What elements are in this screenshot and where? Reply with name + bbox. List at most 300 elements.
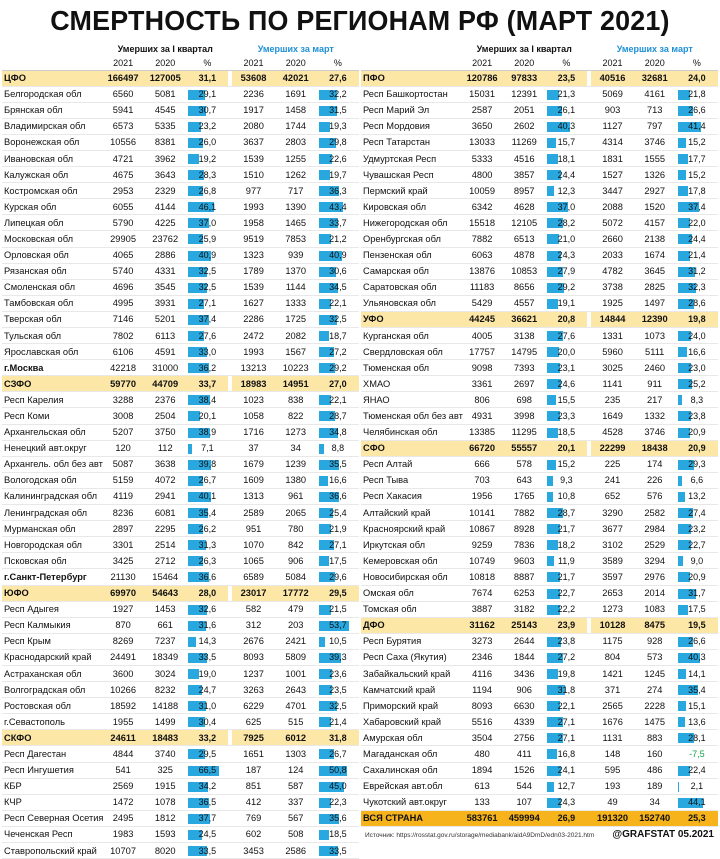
q1-2021: 8093 bbox=[461, 698, 503, 714]
q1-2020: 55557 bbox=[503, 440, 545, 456]
q1-2021: 4995 bbox=[102, 295, 144, 311]
pct-cell bbox=[317, 118, 359, 134]
pct-cell bbox=[317, 86, 359, 102]
march-2021: 3290 bbox=[591, 505, 633, 521]
march-2021: 3589 bbox=[591, 553, 633, 569]
march-2020: 152740 bbox=[634, 810, 676, 826]
q1-2020: 2756 bbox=[503, 730, 545, 746]
pct-value: 40,3 bbox=[557, 121, 576, 132]
q1-2021: 666 bbox=[461, 456, 503, 472]
page-title: СМЕРТНОСТЬ ПО РЕГИОНАМ РФ (МАРТ 2021) bbox=[50, 5, 670, 36]
pct-value: 18,1 bbox=[557, 153, 576, 164]
q1-2021: 11183 bbox=[461, 279, 503, 295]
table-row bbox=[2, 102, 359, 118]
table-row bbox=[2, 714, 359, 730]
march-2020: 2927 bbox=[634, 183, 676, 199]
table-row bbox=[361, 408, 718, 424]
region-name: Еврейская авт.обл bbox=[361, 778, 461, 794]
pct-value: 12,7 bbox=[557, 781, 576, 792]
q1-2020: 6253 bbox=[503, 585, 545, 601]
pct-cell bbox=[317, 424, 359, 440]
region-name: г.Москва bbox=[2, 360, 102, 376]
pct-cell bbox=[186, 762, 228, 778]
pct-cell bbox=[545, 601, 587, 617]
region-name: КЧР bbox=[2, 794, 102, 810]
pct-value: 12,3 bbox=[557, 185, 576, 196]
q1-2021: 541 bbox=[102, 762, 144, 778]
march-2021: 6589 bbox=[232, 569, 274, 585]
region-name: Калининградская обл bbox=[2, 488, 102, 504]
table-row bbox=[361, 102, 718, 118]
pct-value: 18,2 bbox=[557, 539, 576, 550]
march-2020: 1380 bbox=[275, 472, 317, 488]
region-name: Респ Карелия bbox=[2, 392, 102, 408]
pct-value: 27,6 bbox=[557, 330, 576, 341]
pct-cell bbox=[545, 617, 587, 633]
march-2021: 1273 bbox=[591, 601, 633, 617]
march-2020: 124 bbox=[275, 762, 317, 778]
pct-value: 19,3 bbox=[329, 121, 347, 132]
march-2020: 1744 bbox=[275, 118, 317, 134]
pct-cell bbox=[676, 199, 718, 215]
march-2020: 911 bbox=[634, 376, 676, 392]
table-row bbox=[2, 553, 359, 569]
pct-value: 37,4 bbox=[198, 314, 217, 325]
pct-cell bbox=[317, 247, 359, 263]
region-name: Респ Бурятия bbox=[361, 633, 461, 649]
pct-bar bbox=[547, 347, 558, 357]
pct-cell bbox=[545, 279, 587, 295]
table-row bbox=[361, 778, 718, 794]
pct-cell bbox=[676, 537, 718, 553]
pct-cell bbox=[545, 263, 587, 279]
pct-value: 32,6 bbox=[198, 604, 217, 615]
march-2020: 174 bbox=[634, 456, 676, 472]
pct-value: 40,3 bbox=[688, 652, 706, 663]
pct-value: 19,8 bbox=[557, 668, 576, 679]
pct-value: 15,1 bbox=[688, 700, 706, 711]
pct-cell bbox=[317, 505, 359, 521]
table-row bbox=[2, 344, 359, 360]
march-2020: 32681 bbox=[634, 70, 676, 86]
pct-value: 26,6 bbox=[688, 636, 706, 647]
pct-value: 26,6 bbox=[688, 105, 706, 116]
q1-2021: 2587 bbox=[461, 102, 503, 118]
q1-2020: 7882 bbox=[503, 505, 545, 521]
q1-2020: 3638 bbox=[144, 456, 186, 472]
pct-value: 22,4 bbox=[688, 765, 706, 776]
pct-value: 27,1 bbox=[198, 298, 217, 309]
pct-cell bbox=[676, 328, 718, 344]
q1-2020: 3138 bbox=[503, 328, 545, 344]
pct-cell bbox=[545, 698, 587, 714]
q1-2021: 5207 bbox=[102, 424, 144, 440]
table-row bbox=[361, 263, 718, 279]
march-2020: 842 bbox=[275, 537, 317, 553]
table-row bbox=[2, 424, 359, 440]
march-2020: 1458 bbox=[275, 102, 317, 118]
q1-2020: 18483 bbox=[144, 730, 186, 746]
pct-bar bbox=[547, 154, 557, 164]
region-name: Удмуртская Респ bbox=[361, 150, 461, 166]
march-2020: 274 bbox=[634, 682, 676, 698]
table-row bbox=[361, 698, 718, 714]
region-name: Ярославская обл bbox=[2, 344, 102, 360]
region-name: Красноярский край bbox=[361, 521, 461, 537]
header-march: Умерших за март bbox=[616, 44, 693, 54]
q1-2020: 2886 bbox=[144, 247, 186, 263]
pct-cell bbox=[317, 714, 359, 730]
pct-value: 24,0 bbox=[688, 73, 706, 84]
march-2020: 3746 bbox=[634, 424, 676, 440]
pct-value: 15,5 bbox=[557, 394, 576, 405]
left-table-body bbox=[2, 70, 359, 859]
pct-value: 37,0 bbox=[198, 217, 217, 228]
pct-cell bbox=[676, 456, 718, 472]
q1-2021: 3887 bbox=[461, 601, 503, 617]
q1-2021: 15031 bbox=[461, 86, 503, 102]
march-2021: 2286 bbox=[232, 311, 274, 327]
q1-2021: 3288 bbox=[102, 392, 144, 408]
pct-bar bbox=[319, 637, 325, 647]
march-2021: 2472 bbox=[232, 328, 274, 344]
pct-value: 50,8 bbox=[329, 765, 347, 776]
march-2021: 1058 bbox=[232, 408, 274, 424]
region-name: Архангельская обл bbox=[2, 424, 102, 440]
pct-value: 24,7 bbox=[198, 684, 217, 695]
pct-cell bbox=[317, 150, 359, 166]
pct-cell bbox=[545, 86, 587, 102]
header-2021: 2021 bbox=[461, 56, 503, 70]
pct-cell bbox=[676, 730, 718, 746]
q1-2020: 14188 bbox=[144, 698, 186, 714]
pct-bar bbox=[678, 717, 686, 727]
pct-value: 35,4 bbox=[688, 684, 706, 695]
pct-bar bbox=[678, 476, 682, 486]
pct-value: 38,4 bbox=[198, 394, 217, 405]
pct-value: 53,7 bbox=[329, 620, 347, 631]
pct-value: 23,5 bbox=[557, 73, 576, 84]
pct-cell bbox=[676, 617, 718, 633]
pct-bar bbox=[547, 299, 558, 309]
pct-cell bbox=[317, 778, 359, 794]
region-name: Белгородская обл bbox=[2, 86, 102, 102]
pct-cell bbox=[676, 279, 718, 295]
pct-cell bbox=[317, 730, 359, 746]
march-2020: 2460 bbox=[634, 360, 676, 376]
region-name: Тюменская обл bbox=[361, 360, 461, 376]
region-name: Чувашская Респ bbox=[361, 167, 461, 183]
region-name: Мурманская обл bbox=[2, 521, 102, 537]
pct-cell bbox=[545, 714, 587, 730]
march-2021: 148 bbox=[591, 746, 633, 762]
pct-cell bbox=[317, 183, 359, 199]
pct-cell bbox=[676, 118, 718, 134]
q1-2021: 4119 bbox=[102, 488, 144, 504]
march-2020: 2586 bbox=[275, 843, 317, 859]
district-row bbox=[2, 376, 359, 392]
q1-2021: 29905 bbox=[102, 231, 144, 247]
march-2020: 961 bbox=[275, 488, 317, 504]
region-name: Респ Ингушетия bbox=[2, 762, 102, 778]
pct-cell bbox=[186, 150, 228, 166]
q1-2021: 4675 bbox=[102, 167, 144, 183]
table-row bbox=[2, 843, 359, 859]
march-2021: 312 bbox=[232, 617, 274, 633]
march-2020: 1255 bbox=[275, 150, 317, 166]
march-2021: 2080 bbox=[232, 118, 274, 134]
table-row bbox=[361, 456, 718, 472]
q1-2020: 6113 bbox=[144, 328, 186, 344]
pct-bar bbox=[678, 605, 688, 615]
march-2020: 1273 bbox=[275, 424, 317, 440]
pct-cell bbox=[676, 440, 718, 456]
pct-cell bbox=[676, 263, 718, 279]
region-name: Тюменская обл без авт bbox=[361, 408, 461, 424]
header-2021: 2021 bbox=[102, 56, 144, 70]
march-2020: 2082 bbox=[275, 328, 317, 344]
table-row bbox=[2, 649, 359, 665]
pct-value: 17,8 bbox=[688, 185, 706, 196]
pct-cell bbox=[545, 344, 587, 360]
region-name: Ростовская обл bbox=[2, 698, 102, 714]
march-2020: 2228 bbox=[634, 698, 676, 714]
pct-value: 37,0 bbox=[557, 201, 576, 212]
q1-2021: 31162 bbox=[461, 617, 503, 633]
pct-cell bbox=[676, 521, 718, 537]
pct-value: 25,3 bbox=[688, 813, 706, 824]
pct-value: 35,4 bbox=[198, 507, 217, 518]
q1-2021: 4931 bbox=[461, 408, 503, 424]
region-name: Пермский край bbox=[361, 183, 461, 199]
pct-cell bbox=[545, 472, 587, 488]
pct-value: 8,3 bbox=[690, 394, 704, 405]
pct-cell bbox=[317, 488, 359, 504]
q1-2020: 8020 bbox=[144, 843, 186, 859]
table-row bbox=[361, 134, 718, 150]
pct-bar bbox=[547, 749, 556, 759]
march-2021: 851 bbox=[232, 778, 274, 794]
pct-cell bbox=[186, 199, 228, 215]
march-2020: 1497 bbox=[634, 295, 676, 311]
q1-2020: 544 bbox=[503, 778, 545, 794]
pct-cell bbox=[317, 279, 359, 295]
region-name: Респ Коми bbox=[2, 408, 102, 424]
q1-2021: 583761 bbox=[461, 810, 503, 826]
march-2021: 225 bbox=[591, 456, 633, 472]
pct-value: 27,1 bbox=[557, 732, 576, 743]
pct-cell bbox=[676, 553, 718, 569]
pct-value: 25,4 bbox=[329, 507, 347, 518]
pct-cell bbox=[317, 472, 359, 488]
march-2020: 587 bbox=[275, 778, 317, 794]
pct-cell bbox=[317, 70, 359, 86]
pct-cell bbox=[545, 585, 587, 601]
march-2020: 4161 bbox=[634, 86, 676, 102]
march-2021: 1127 bbox=[591, 118, 633, 134]
table-row bbox=[361, 472, 718, 488]
pct-cell bbox=[545, 505, 587, 521]
pct-cell bbox=[186, 553, 228, 569]
march-2020: 2984 bbox=[634, 521, 676, 537]
q1-2021: 59770 bbox=[102, 376, 144, 392]
pct-cell bbox=[186, 70, 228, 86]
table-row bbox=[2, 698, 359, 714]
q1-2020: 3857 bbox=[503, 167, 545, 183]
table-row bbox=[2, 360, 359, 376]
q1-2020: 3436 bbox=[503, 665, 545, 681]
pct-cell bbox=[545, 167, 587, 183]
table-row bbox=[361, 633, 718, 649]
region-name: Тульская обл bbox=[2, 328, 102, 344]
pct-value: 13,2 bbox=[688, 491, 706, 502]
district-row bbox=[2, 730, 359, 746]
right-panel bbox=[361, 42, 718, 841]
pct-value: 43,4 bbox=[329, 201, 347, 212]
march-2020: 1001 bbox=[275, 665, 317, 681]
march-2021: 1831 bbox=[591, 150, 633, 166]
q1-2020: 112 bbox=[144, 440, 186, 456]
pct-value: 23,3 bbox=[557, 411, 576, 422]
district-row bbox=[361, 617, 718, 633]
pct-value: 20,8 bbox=[557, 314, 576, 325]
pct-cell bbox=[317, 585, 359, 601]
march-2020: 2976 bbox=[634, 569, 676, 585]
pct-value: 22,2 bbox=[557, 604, 576, 615]
march-2020: 2643 bbox=[275, 682, 317, 698]
pct-bar bbox=[188, 411, 199, 421]
region-name: Курганская обл bbox=[361, 328, 461, 344]
march-2020: 2582 bbox=[634, 505, 676, 521]
pct-value: 24,4 bbox=[688, 233, 706, 244]
q1-2021: 10141 bbox=[461, 505, 503, 521]
pct-cell bbox=[186, 649, 228, 665]
pct-cell bbox=[317, 344, 359, 360]
pct-value: 22,1 bbox=[329, 298, 347, 309]
q1-2021: 3008 bbox=[102, 408, 144, 424]
pct-value: 40,1 bbox=[198, 491, 217, 502]
q1-2020: 4331 bbox=[144, 263, 186, 279]
march-2021: 582 bbox=[232, 601, 274, 617]
pct-cell bbox=[317, 263, 359, 279]
pct-value: 37,7 bbox=[198, 813, 217, 824]
source-note: Источник: https://rosstat.gov.ru/storage/mediabank/aidA9DmD/edn03-2021.htm bbox=[365, 832, 595, 840]
pct-cell bbox=[317, 134, 359, 150]
q1-2020: 1844 bbox=[503, 649, 545, 665]
march-2021: 8093 bbox=[232, 649, 274, 665]
q1-2021: 13876 bbox=[461, 263, 503, 279]
q1-2021: 13385 bbox=[461, 424, 503, 440]
q1-2021: 10749 bbox=[461, 553, 503, 569]
march-2020: 337 bbox=[275, 794, 317, 810]
region-name: Чеченская Респ bbox=[2, 826, 102, 842]
table-row bbox=[361, 150, 718, 166]
q1-2021: 13033 bbox=[461, 134, 503, 150]
header-q1: Умерших за I квартал bbox=[476, 44, 572, 54]
march-2021: 1993 bbox=[232, 199, 274, 215]
pct-value: 22,6 bbox=[329, 153, 347, 164]
pct-value: 15,2 bbox=[557, 459, 576, 470]
pct-value: 21,4 bbox=[329, 716, 347, 727]
march-2020: 1567 bbox=[275, 344, 317, 360]
pct-cell bbox=[545, 295, 587, 311]
q1-2020: 4225 bbox=[144, 215, 186, 231]
left-panel bbox=[2, 42, 359, 856]
pct-value: 36,2 bbox=[198, 362, 217, 373]
march-2020: 4157 bbox=[634, 215, 676, 231]
region-name: Приморский край bbox=[361, 698, 461, 714]
march-2021: 235 bbox=[591, 392, 633, 408]
pct-value: 29,2 bbox=[329, 362, 347, 373]
pct-cell bbox=[317, 456, 359, 472]
q1-2021: 7674 bbox=[461, 585, 503, 601]
region-name: Респ Хакасия bbox=[361, 488, 461, 504]
pct-bar bbox=[319, 476, 328, 486]
march-2021: 4782 bbox=[591, 263, 633, 279]
pct-cell bbox=[676, 102, 718, 118]
q1-2021: 2346 bbox=[461, 649, 503, 665]
table-row bbox=[361, 344, 718, 360]
q1-2021: 2569 bbox=[102, 778, 144, 794]
pct-cell bbox=[676, 472, 718, 488]
q1-2021: 4800 bbox=[461, 167, 503, 183]
pct-bar bbox=[547, 782, 554, 792]
march-2020: 797 bbox=[634, 118, 676, 134]
pct-bar bbox=[188, 669, 199, 679]
pct-cell bbox=[545, 569, 587, 585]
march-2020: 486 bbox=[634, 762, 676, 778]
march-2021: 1676 bbox=[591, 714, 633, 730]
region-name: Алтайский край bbox=[361, 505, 461, 521]
pct-bar bbox=[678, 701, 687, 711]
pct-value: 19,8 bbox=[688, 314, 706, 325]
region-name: Воронежская обл bbox=[2, 134, 102, 150]
q1-2021: 2495 bbox=[102, 810, 144, 826]
table-row bbox=[361, 762, 718, 778]
march-2020: 14951 bbox=[275, 376, 317, 392]
pct-value: 24,0 bbox=[688, 330, 706, 341]
pct-bar bbox=[547, 669, 558, 679]
pct-cell bbox=[186, 231, 228, 247]
pct-cell bbox=[186, 843, 228, 859]
pct-cell bbox=[545, 553, 587, 569]
march-2021: 977 bbox=[232, 183, 274, 199]
march-2020: 1083 bbox=[634, 601, 676, 617]
pct-cell bbox=[676, 231, 718, 247]
region-name: Забайкальский край bbox=[361, 665, 461, 681]
pct-cell bbox=[317, 601, 359, 617]
pct-value: 27,1 bbox=[557, 716, 576, 727]
table-row bbox=[361, 279, 718, 295]
march-2021: 3025 bbox=[591, 360, 633, 376]
q1-2021: 4116 bbox=[461, 665, 503, 681]
march-2021: 1925 bbox=[591, 295, 633, 311]
q1-2020: 54643 bbox=[144, 585, 186, 601]
pct-cell bbox=[545, 70, 587, 86]
q1-2020: 7237 bbox=[144, 633, 186, 649]
march-2020: 1674 bbox=[634, 247, 676, 263]
pct-cell bbox=[545, 376, 587, 392]
march-2021: 1421 bbox=[591, 665, 633, 681]
q1-2021: 6055 bbox=[102, 199, 144, 215]
table-row bbox=[361, 730, 718, 746]
q1-2020: 459994 bbox=[503, 810, 545, 826]
region-name: Рязанская обл bbox=[2, 263, 102, 279]
pct-bar bbox=[678, 556, 683, 566]
march-2020: 34 bbox=[634, 794, 676, 810]
table-row bbox=[361, 231, 718, 247]
pct-cell bbox=[186, 746, 228, 762]
